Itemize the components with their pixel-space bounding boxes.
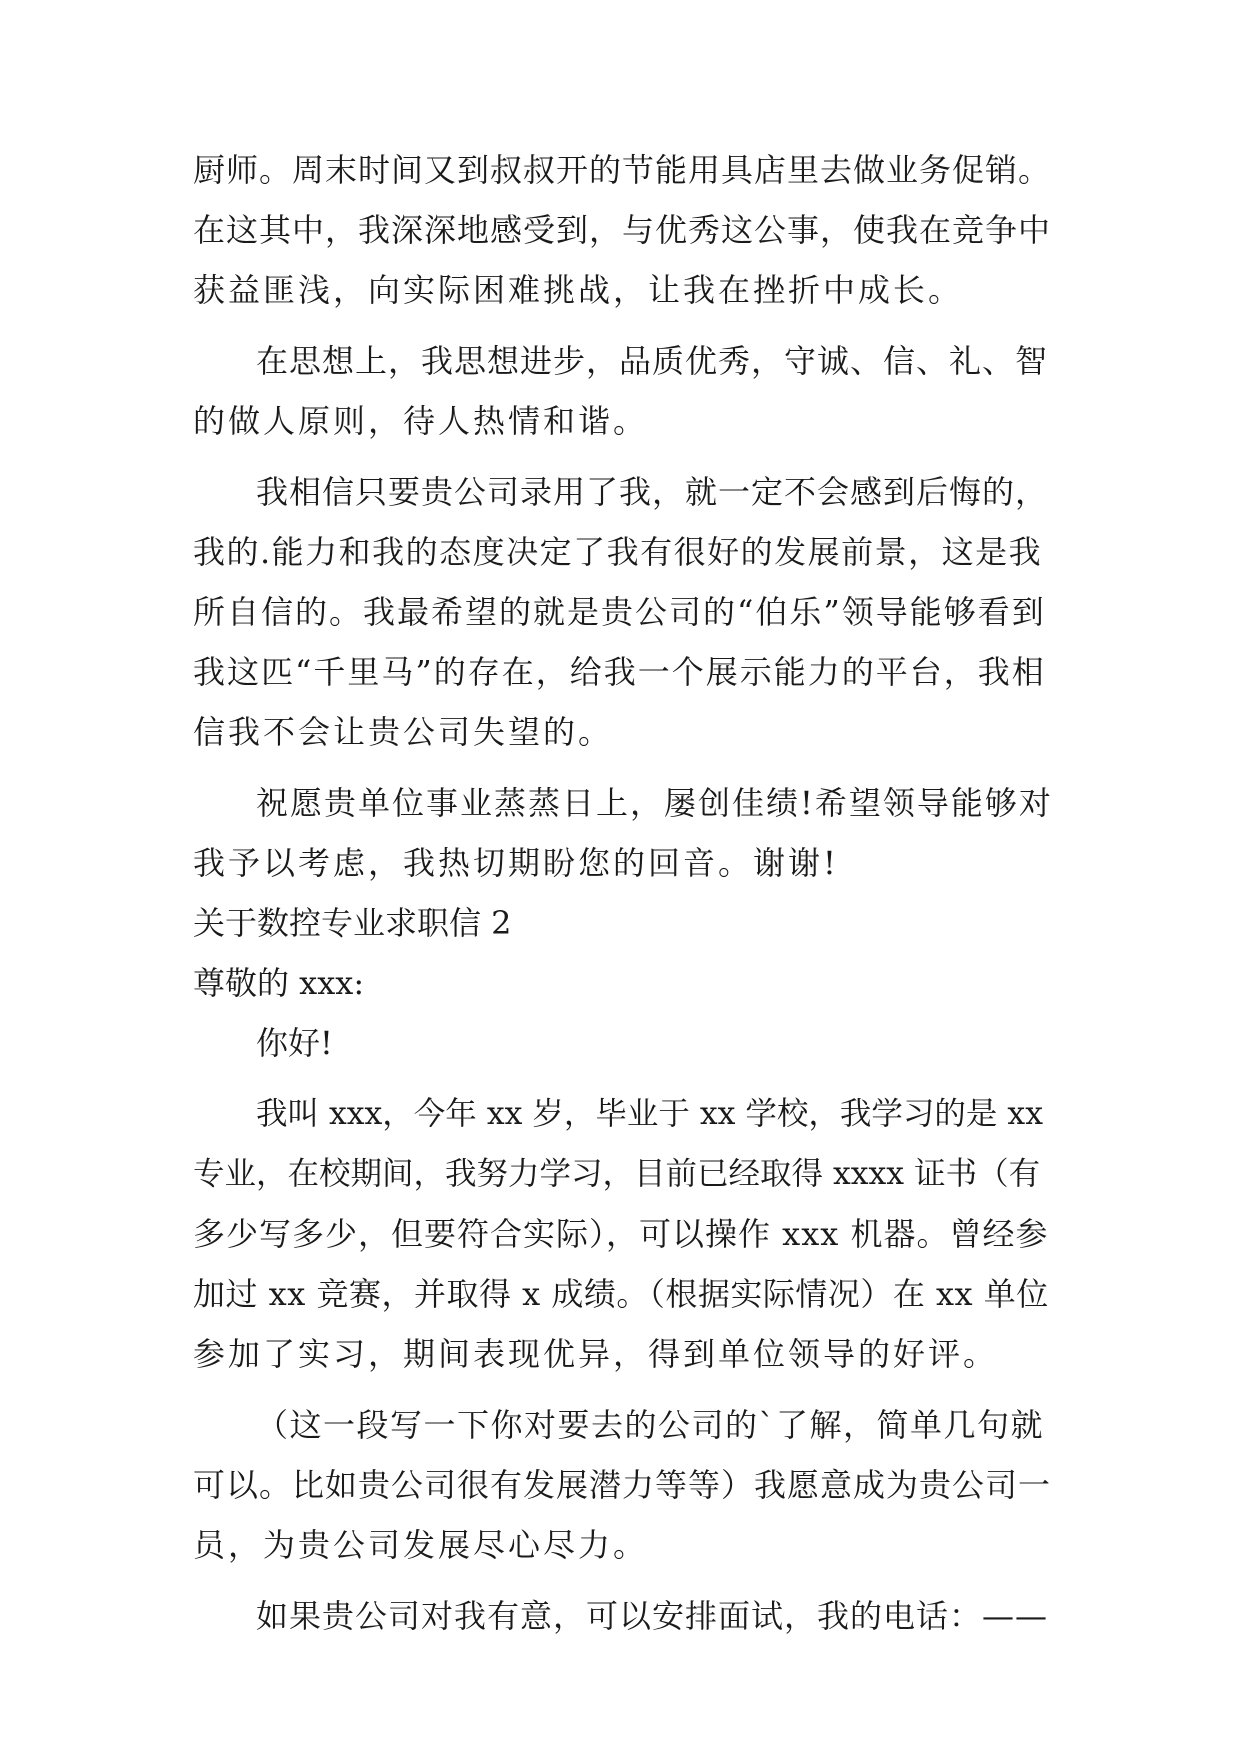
paragraph-line: 参加了实习，期间表现优异，得到单位领导的好评。 — [193, 1335, 999, 1373]
paragraph-line: 如果贵公司对我有意，可以安排面试，我的电话：—— — [256, 1597, 1049, 1635]
paragraph-line: 员，为贵公司发展尽心尽力。 — [193, 1526, 649, 1564]
paragraph-line: （这一段写一下你对要去的公司的`了解，简单几句就 — [256, 1406, 1045, 1444]
paragraph-line: 加过 xx 竞赛，并取得 x 成绩。（根据实际情况）在 xx 单位 — [193, 1275, 1049, 1313]
paragraph-line: 信我不会让贵公司失望的。 — [193, 713, 614, 751]
paragraph-line: 我相信只要贵公司录用了我，就一定不会感到后悔的， — [256, 473, 1049, 511]
paragraph-line: 祝愿贵单位事业蒸蒸日上，屡创佳绩!希望领导能够对 — [256, 784, 1053, 822]
paragraph-line: 我予以考虑，我热切期盼您的回音。谢谢! — [193, 844, 839, 882]
paragraph-line: 我这匹“千里马”的存在，给我一个展示能力的平台，我相 — [193, 653, 1046, 691]
paragraph-line: 获益匪浅，向实际困难挑战，让我在挫折中成长。 — [193, 271, 964, 309]
paragraph-line: 我叫 xxx，今年 xx 岁，毕业于 xx 学校，我学习的是 xx — [256, 1096, 1043, 1132]
paragraph-line: 所自信的。我最希望的就是贵公司的“伯乐”领导能够看到 — [193, 593, 1046, 631]
paragraph-line: 我的.能力和我的态度决定了我有很好的发展前景，这是我 — [193, 533, 1043, 571]
paragraph-line: 专业，在校期间，我努力学习，目前已经取得 xxxx 证书（有 — [193, 1156, 1041, 1192]
salutation: 尊敬的 xxx: — [193, 964, 365, 1002]
paragraph-line: 在这其中，我深深地感受到，与优秀这公事，使我在竞争中 — [193, 211, 1052, 249]
paragraph-line: 多少写多少，但要符合实际），可以操作 xxx 机器。曾经参 — [193, 1215, 1049, 1253]
greeting: 你好! — [256, 1024, 333, 1062]
paragraph-line: 在思想上，我思想进步，品质优秀，守诚、信、礼、智 — [256, 342, 1049, 380]
paragraph-line: 的做人原则，待人热情和谐。 — [193, 402, 649, 440]
paragraph-line: 可以。比如贵公司很有发展潜力等等）我愿意成为贵公司一 — [193, 1466, 1052, 1504]
section-heading: 关于数控专业求职信 2 — [193, 904, 512, 942]
paragraph-line: 厨师。周末时间又到叔叔开的节能用具店里去做业务促销。 — [193, 151, 1052, 189]
